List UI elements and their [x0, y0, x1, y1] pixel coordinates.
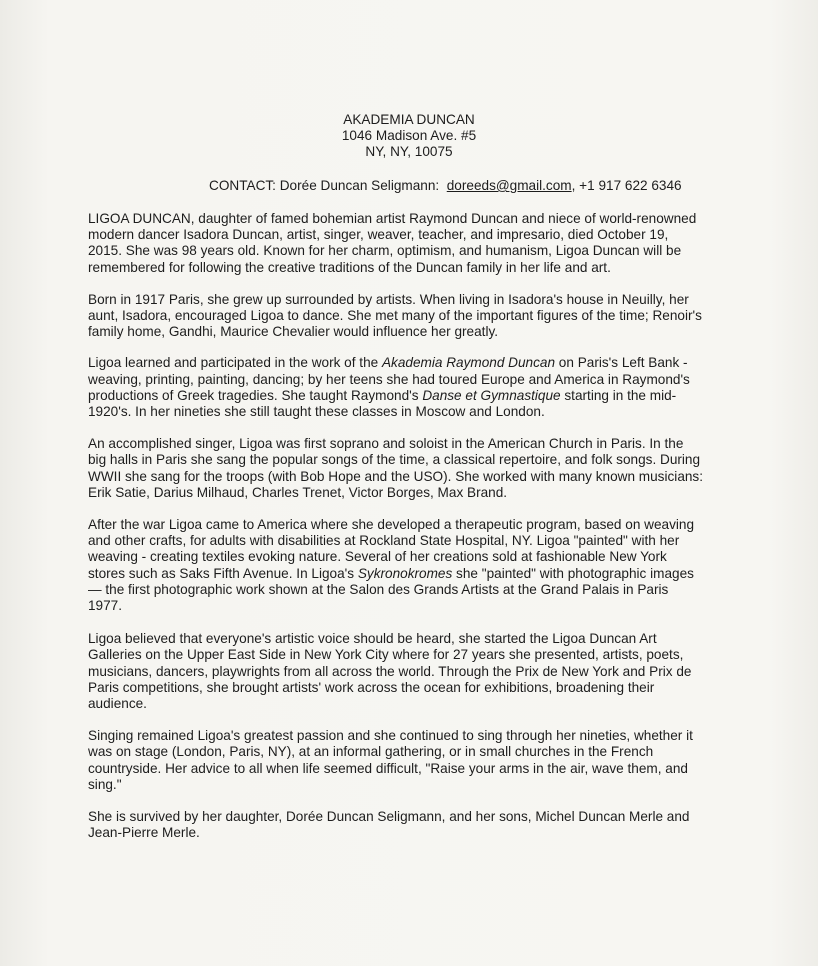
- p3-italic-danse: Danse et Gymnastique: [422, 387, 561, 403]
- letterhead: [0, 112, 818, 160]
- obituary-body: [88, 211, 703, 858]
- p3-text-b: on Paris's Left Bank - weaving, printing, painting, dancing; by her teens she had toured Europe and America in Raymond's productions of Greek tragedies. She taught Raymond's: [88, 355, 690, 403]
- paragraph-intro: LIGOA DUNCAN, daughter of famed bohemian artist Raymond Duncan and niece of world-renowned modern dancer Isadora Duncan, artist, singer, weaver, teacher, and impresario, died October 19, 2015. She was 98 years old. Known for her charm, optimism, and humanism, Ligoa Duncan will be remembered for following the creative traditions of the Duncan family in her life and art.: [88, 211, 697, 275]
- contact-phone: , +1 917 622 6346: [571, 178, 682, 193]
- paragraph-early-life: Born in 1917 Paris, she grew up surrounded by artists. When living in Isadora's house in Neuilly, her aunt, Isadora, encouraged Ligoa to dance. She met many of the important figures of the time; Renoir's family home, Gandhi, Maurice Chevalier would influence her greatly.: [88, 291, 702, 340]
- paragraph-galleries: Ligoa believed that everyone's artistic voice should be heard, she started the Ligoa Duncan Art Galleries on the Upper East Side in New York City where for 27 years she presented, artists, poets, musicians, dancers, playwrights from all across the world. Through the Prix de New York and Prix de Paris competitions, she brought artists' work across the ocean for exhibitions, broadening their audience.: [88, 631, 692, 712]
- org-address: 1046 Madison Ave. #5: [341, 128, 477, 143]
- paragraph-akademia: [88, 355, 703, 420]
- p5-text-a: After the war Ligoa came to America where she developed a therapeutic program, based on weaving and other crafts, for adults with disabilities at Rockland State Hospital, NY. Ligoa "painted" with her weaving - creating textiles evoking nature. Several of her creations sold at fashionable New York stores such as Saks Fifth Avenue. In Ligoa's: [88, 517, 695, 581]
- p3-text-c: starting in the mid-1920's. In her nineties she still taught these classes in Moscow and London.: [88, 387, 677, 420]
- contact-email: doreeds@gmail.com: [446, 178, 572, 193]
- paragraph-singer: An accomplished singer, Ligoa was first soprano and soloist in the American Church in Paris. In the big halls in Paris she sang the popular songs of the time, a classical repertoire, and folk songs. During WWII she sang for the troops (with Bob Hope and the USO). She worked with many known musicians: Erik Satie, Darius Milhaud, Charles Trenet, Victor Borges, Max Brand.: [88, 436, 704, 500]
- paragraph-america: [88, 517, 703, 614]
- paragraph-survivors: She is survived by her daughter, Dorée Duncan Seligmann, and her sons, Michel Duncan Merle and Jean-Pierre Merle.: [88, 809, 690, 841]
- contact-line: [209, 178, 682, 194]
- p5-text-b: she "painted" with photographic images — the first photographic work shown at the Salon des Grands Artists at the Grand Palais in Paris 1977.: [88, 565, 694, 614]
- p3-italic-akademia: Akademia Raymond Duncan: [381, 355, 556, 371]
- p5-italic-sykronokromes: Sykronokromes: [357, 565, 453, 581]
- org-city: NY, NY, 10075: [365, 144, 453, 159]
- contact-prefix: CONTACT: Dorée Duncan Seligmann:: [209, 178, 440, 193]
- org-name: AKADEMIA DUNCAN: [343, 112, 475, 127]
- paragraph-singing: Singing remained Ligoa's greatest passion and she continued to sing through her nineties, whether it was on stage (London, Paris, NY), at an informal gathering, or in small churches in the French countryside. Her advice to all when life seemed difficult, "Raise your arms in the air, wave them, and sing.": [88, 728, 693, 792]
- p3-text-a: Ligoa learned and participated in the work of the: [88, 355, 382, 371]
